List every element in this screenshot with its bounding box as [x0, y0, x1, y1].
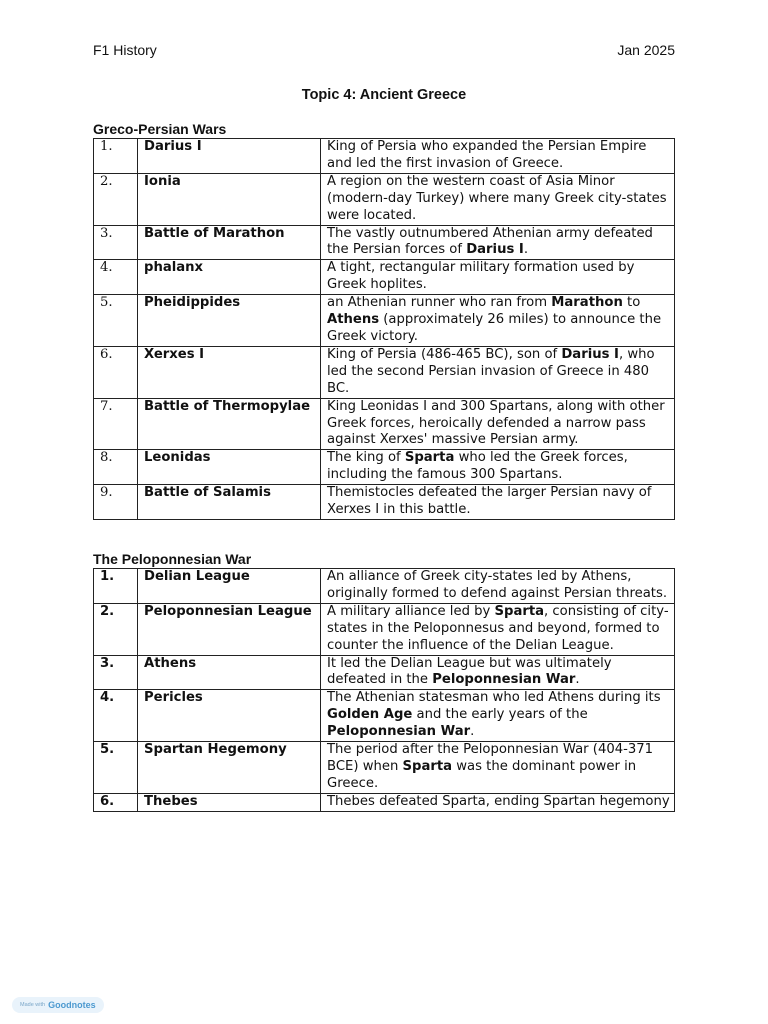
- glossary-table: [93, 568, 675, 812]
- emphasis-text: Marathon: [551, 295, 623, 311]
- table-row: [94, 450, 675, 485]
- emphasis-text: Athens: [327, 312, 380, 328]
- table-row: [94, 603, 675, 655]
- row-number: 5.: [94, 295, 138, 347]
- definition-text: The king of: [327, 450, 405, 466]
- term-cell: Darius I: [138, 139, 321, 174]
- term-cell: Battle of Marathon: [138, 225, 321, 260]
- term-cell: Athens: [138, 655, 321, 690]
- table-row: [94, 793, 675, 811]
- section-greco-persian-wars: [93, 120, 675, 520]
- goodnotes-logo: Goodnotes: [48, 1000, 96, 1010]
- row-number: 2.: [94, 173, 138, 225]
- definition-text: , who led the second Persian invasion of Greece in 480 BC.: [327, 346, 655, 396]
- emphasis-text: Peloponnesian War: [327, 724, 471, 740]
- badge-prefix: Made with: [20, 1002, 46, 1008]
- definition-text: An alliance of Greek city-states led by Athens, originally formed to defend against Persian threats.: [327, 569, 668, 601]
- row-number: 2.: [94, 603, 138, 655]
- definition-text: , consisting of city-states in the Peloponnesus and beyond, formed to counter the influence of the Delian League.: [327, 603, 669, 653]
- emphasis-text: Sparta: [404, 450, 455, 466]
- table-row: [94, 569, 675, 604]
- table-row: [94, 295, 675, 347]
- table-row: [94, 655, 675, 690]
- term-cell: Xerxes I: [138, 346, 321, 398]
- definition-text: and the early years of the: [412, 707, 588, 723]
- term-cell: Battle of Thermopylae: [138, 398, 321, 450]
- definition-text: A tight, rectangular military formation used by Greek hoplites.: [327, 260, 635, 293]
- definition-text: King Leonidas I and 300 Spartans, along with other Greek forces, heroically defended a narrow pass against Xerxes' massive Persian army.: [327, 398, 665, 448]
- definition-text: The period after the Peloponnesian War (404-371 BCE) when: [327, 742, 654, 774]
- definition-cell: [321, 173, 675, 225]
- definition-cell: [321, 690, 675, 742]
- definition-text: .: [523, 242, 529, 258]
- table-row: [94, 260, 675, 295]
- definition-text: King of Persia who expanded the Persian Empire and led the first invasion of Greece.: [327, 139, 647, 171]
- glossary-table: [93, 138, 675, 520]
- term-cell: Ionia: [138, 173, 321, 225]
- definition-cell: [321, 450, 675, 485]
- definition-text: King of Persia (486-465 BC), son of: [327, 346, 562, 362]
- term-cell: phalanx: [138, 260, 321, 295]
- row-number: 3.: [94, 225, 138, 260]
- row-number: 4.: [94, 690, 138, 742]
- definition-cell: [321, 603, 675, 655]
- term-cell: Leonidas: [138, 450, 321, 485]
- emphasis-text: Sparta: [494, 603, 545, 619]
- definition-text: The vastly outnumbered Athenian army defeated the Persian forces of: [327, 225, 653, 258]
- definition-text: to: [622, 295, 641, 311]
- definition-text: .: [470, 724, 475, 740]
- definition-text: The Athenian statesman who led Athens during its: [327, 690, 661, 706]
- definition-cell: [321, 139, 675, 174]
- emphasis-text: Golden Age: [327, 707, 413, 723]
- emphasis-text: Darius I: [561, 346, 619, 362]
- definition-cell: [321, 655, 675, 690]
- term-cell: Peloponnesian League: [138, 603, 321, 655]
- definition-text: It led the Delian League but was ultimately defeated in the: [327, 655, 612, 688]
- definition-text: was the dominant power in Greece.: [327, 758, 637, 791]
- table-row: [94, 690, 675, 742]
- table-row: [94, 173, 675, 225]
- term-cell: Thebes: [138, 793, 321, 811]
- row-number: 5.: [94, 742, 138, 794]
- row-number: 1.: [94, 139, 138, 174]
- definition-text: .: [575, 672, 580, 688]
- emphasis-text: Darius I: [466, 242, 524, 258]
- definition-text: Themistocles defeated the larger Persian navy of Xerxes I in this battle.: [327, 485, 652, 518]
- row-number: 8.: [94, 450, 138, 485]
- section-heading: Greco-Persian Wars: [93, 121, 227, 137]
- definition-cell: [321, 295, 675, 347]
- table-row: [94, 225, 675, 260]
- definition-text: A region on the western coast of Asia Minor (modern-day Turkey) where many Greek city-states were located.: [327, 173, 667, 223]
- definition-cell: [321, 398, 675, 450]
- definition-text: A military alliance led by: [327, 603, 495, 619]
- definition-cell: [321, 485, 675, 520]
- row-number: 9.: [94, 485, 138, 520]
- section-heading: The Peloponnesian War: [93, 551, 252, 567]
- term-cell: Battle of Salamis: [138, 485, 321, 520]
- definition-text: who led the Greek forces, including the famous 300 Spartans.: [327, 450, 628, 483]
- definition-text: an Athenian runner who ran from: [327, 295, 552, 311]
- row-number: 3.: [94, 655, 138, 690]
- section-peloponnesian-war: [93, 550, 675, 812]
- term-cell: Pheidippides: [138, 295, 321, 347]
- term-cell: Pericles: [138, 690, 321, 742]
- term-cell: Delian League: [138, 569, 321, 604]
- page-header: [93, 42, 675, 58]
- course-label: F1 History: [93, 42, 157, 58]
- row-number: 7.: [94, 398, 138, 450]
- row-number: 1.: [94, 569, 138, 604]
- goodnotes-badge[interactable]: [12, 997, 104, 1013]
- definition-cell: [321, 569, 675, 604]
- definition-cell: [321, 260, 675, 295]
- emphasis-text: Sparta: [402, 758, 453, 774]
- emphasis-text: Peloponnesian War: [432, 672, 576, 688]
- table-row: [94, 398, 675, 450]
- definition-cell: [321, 793, 675, 811]
- row-number: 6.: [94, 346, 138, 398]
- row-number: 4.: [94, 260, 138, 295]
- definition-cell: [321, 742, 675, 794]
- definition-cell: [321, 346, 675, 398]
- term-cell: Spartan Hegemony: [138, 742, 321, 794]
- definition-text: (approximately 26 miles) to announce the Greek victory.: [327, 312, 662, 344]
- page-title: Topic 4: Ancient Greece: [301, 87, 467, 103]
- table-row: [94, 485, 675, 520]
- definition-text: Thebes defeated Sparta, ending Spartan hegemony: [327, 793, 670, 809]
- date-label: Jan 2025: [617, 42, 675, 58]
- table-row: [94, 346, 675, 398]
- table-row: [94, 139, 675, 174]
- table-row: [94, 742, 675, 794]
- definition-cell: [321, 225, 675, 260]
- row-number: 6.: [94, 793, 138, 811]
